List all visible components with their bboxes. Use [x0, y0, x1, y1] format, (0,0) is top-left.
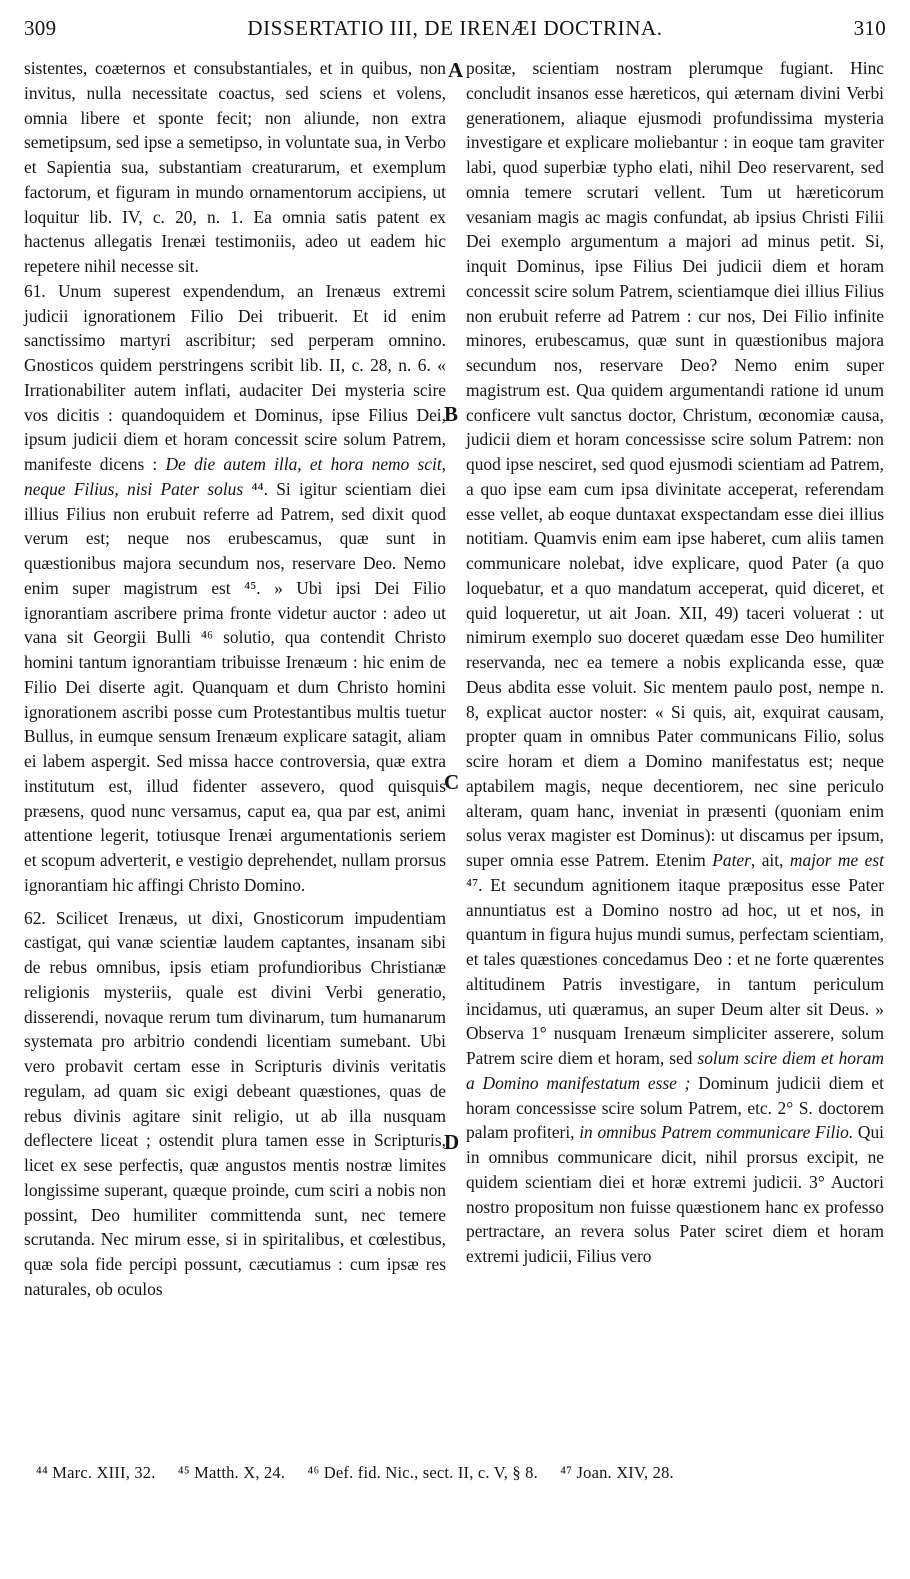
right-text-b: , ait,	[750, 850, 790, 870]
footnote-45: ⁴⁵ Matth. X, 24.	[177, 1463, 286, 1482]
paragraph-61-text-a: 61. Unum superest expendendum, an Irenæus extremi judicii ignorationem Filio Dei tribuerit. Et id enim sanctissimo martyri ascribitur; sed perperam omnino. Gnosticos quidem perstringens scribit lib. II, c. 28, n. 6. « Irrationabiliter autem inflati, audaciter Dei mysteria scire vos dicitis : quandoquidem et Dominus, ipse Filius Dei, ipsum judicii diem et horam concessit scire solum Patrem, manifeste dicens :	[24, 280, 446, 474]
right-text-c: ⁴⁷. Et secundum agnitionem itaque præpositus esse Pater annuntiatus est a Domino nostro ad hoc, ut et nos, in quantum in figura hujus mundi sumus, perfectam scientiam, et tales quæstiones concedamus Deo : et ne forte quærentes altitudinem Patris investigare, in tantum periculum incidamus, uti quæramus, an super Deum alter sit Deus. » Observa 1° nusquam Irenæum simpliciter asserere, solum Patrem scire diem et horam, sed	[466, 874, 884, 1068]
running-title: DISSERTATIO III, DE IRENÆI DOCTRINA.	[247, 16, 663, 40]
footnote-47: ⁴⁷ Joan. XIV, 28.	[560, 1463, 674, 1482]
page-number-left: 309	[24, 16, 57, 40]
margin-marker-d: D	[444, 1130, 460, 1154]
left-column	[24, 56, 446, 1456]
footnote-46: ⁴⁶ Def. fid. Nic., sect. II, c. V, § 8.	[307, 1463, 538, 1482]
scripture-quote: De die autem illa, et hora nemo scit, neque Filius, nisi Pater solus	[24, 454, 446, 499]
margin-marker-a: A	[448, 58, 464, 82]
paragraph-right	[466, 56, 884, 1269]
right-text-a: positæ, scientiam nostram plerumque fugiant. Hinc concludit insanos esse hæreticos, qui æternam divini Verbi generationem, aliaque ejusmodi profundissima mysteria investigare et explicare moliebantur : in eoque tam graviter labi, quod superbiæ typho elati, nihil Deo reservarent, sed omnia temere scrutari vellent. Tum ut hæreticorum vesaniam magis ac magis confundat, ab ipsius Christi Filii Dei exemplo argumentum a majori ad minus petit. Si, inquit Dominus, ipse Filius Dei judicii diem et horam concessit scire solum Patrem, scientiamque diei illius Filius non erubuit referre ad Patrem : cur nos, Dei Filio infinite minores, erubescamus, quæ sunt in quæstionibus majora secundum nos, reservare Deo? Nemo enim super magistrum est. Qua quidem argumentandi ratione id unum conficere vult sanctus doctor, Christum, œconomiæ causa, judicii diem et horam concessisse scire solum Patrem: non quod ipse nesciret, sed quod ejusmodi scientiam ad Patrem, a quo ipse eam cum ipsa divinitate acceperat, referendam esse vellet, ab eoque duntaxat exspectandam esse diei illius notitiam. Quamvis enim eam ipse haberet, cum aliis tamen communicare nolebat, idve explicare, quod Pater (a quo loquebatur, et a quo mandatum acceperat, quid diceret, et quid loqueretur, ut ait Joan. XII, 49) taceri voluerat : ut nimirum exemplo suo doceret quædam esse Deo humiliter reservanda, nec ea temere a nobis explicanda esse, quæ Deus abdita esse voluit. Sic mentem paulo post, nempe n. 8, explicat auctor noster: « Si quis, ait, exquirat causam, propter quam in omnibus Pater communicans Filio, solus scire horam et diem a Domino manifestatus est; neque aptabilem magis, neque decentiorem, nec sine periculo alteram, quam hanc, inveniat in præsenti (quoniam enim solus verax magister est Dominus): ut discamus per ipsum, super omnia esse Patrem. Etenim	[466, 58, 884, 870]
paragraph-61-text-b: ⁴⁴. Si igitur scientiam diei illius Filius non erubuit referre ad Patrem, sed dixit quod verum est; neque nos erubescamus, quæ sunt in quæstionibus majora secundum nos, reservare Deo. Nemo enim super magistrum est ⁴⁵. » Ubi ipsi Dei Filio ignorantiam ascribere prima fronte videtur auctor : adeo ut vana sit Georgii Bulli ⁴⁶ solutio, qua contendit Christo homini tantum ignorantiam tribuisse Irenæum : hic enim de Filio Dei diserte agit. Quanquam et dum Christo homini ignorationem ascribi posse cum Protestantibus multis tuetur Bullus, in eumque sensum Irenæum explicare satagit, aliam ei labem aspergit. Sed missa hacce controversia, quæ extra institutum est, illud fidenter assevero, quod quisquis præsens, quod nunc versamus, caput ea, qua par est, animi attentione legerit, totiusque Irenæi argumentationis seriem et scopum adverterit, e vestigio deprehendet, nullam prorsus ignorantiam hic affingi Christo Domino.	[24, 478, 446, 895]
margin-marker-b: B	[444, 402, 459, 426]
paragraph-continuation: sistentes, coæternos et consubstantiales, et in quibus, non invitus, nulla necessitate coactus, sed sciens et volens, omnia libere et sponte fecit; non aliunde, non extra semetipsum, sed ipse a semetipso, in voluntate sua, in Verbo et Sapientia sua, substantiam creaturarum, et exemplum factorum, et figuram in mundo ornamentorum accipiens, ut loquitur lib. IV, c. 20, n. 1. Ea omnia satis patent ex hactenus allegatis Irenæi testimoniis, adeo ut eadem hic repetere nihil necesse sit.	[24, 58, 446, 276]
page-header	[24, 10, 886, 50]
page-number-right: 310	[853, 16, 886, 40]
footnotes	[36, 1463, 886, 1483]
right-italic-3: solum scire diem et horam a Domino manifestatum esse ;	[466, 1048, 884, 1093]
right-italic-2: major me est	[789, 850, 884, 870]
right-column	[466, 56, 884, 1456]
margin-marker-c: C	[444, 770, 460, 794]
right-text-d: Dominum judicii diem et horam concessisse scire solum Patrem, etc. 2° S. doctorem palam profiteri,	[466, 1072, 884, 1143]
paragraph-61	[24, 279, 446, 898]
right-italic-4: in omnibus Patrem communicare Filio.	[579, 1122, 854, 1143]
paragraph-62: 62. Scilicet Irenæus, ut dixi, Gnosticorum impudentiam castigat, qui vanæ scientiæ laudem captantes, insanam sibi de rebus omnibus, ipsis etiam profundioribus Christianæ religionis mysteriis, quale est divini Verbi generatio, disserendi, novaque rerum tum divinarum, tum humanarum systemata pro arbitrio condendi licentiam sumebant. Ubi vero probavit certam esse in Scripturis divinis veritatis regulam, ad quam sic exigi debeant quæstiones, quas de rebus divinis agitare sinit religio, ut ab illa nusquam deflectere liceat ; ostendit plura tamen esse in Scripturis, licet ex sese perfectis, quæ angustos mentis nostræ limites longissime superant, quæque proinde, cum sciri a nobis non possint, Deo humiliter committenda sunt, nec temere scrutanda. Nec mirum esse, si in spiritalibus, et cœlestibus, quæ sola fide percipi possunt, cæcutiamus : cum ipsæ res naturales, ob oculos	[24, 907, 446, 1299]
right-italic-1: Pater	[712, 850, 751, 870]
right-text-e: Qui in omnibus communicare dicit, nihil prorsus excipit, ne quidem scientiam diei et horæ extremi judicii. 3° Auctori nostro propositum non fuisse quæstionem hanc ex professo pertractare, an revera solus Pater sciret diem et horam extremi judicii, Filius vero	[466, 1122, 885, 1266]
footnote-44: ⁴⁴ Marc. XIII, 32.	[36, 1463, 156, 1482]
